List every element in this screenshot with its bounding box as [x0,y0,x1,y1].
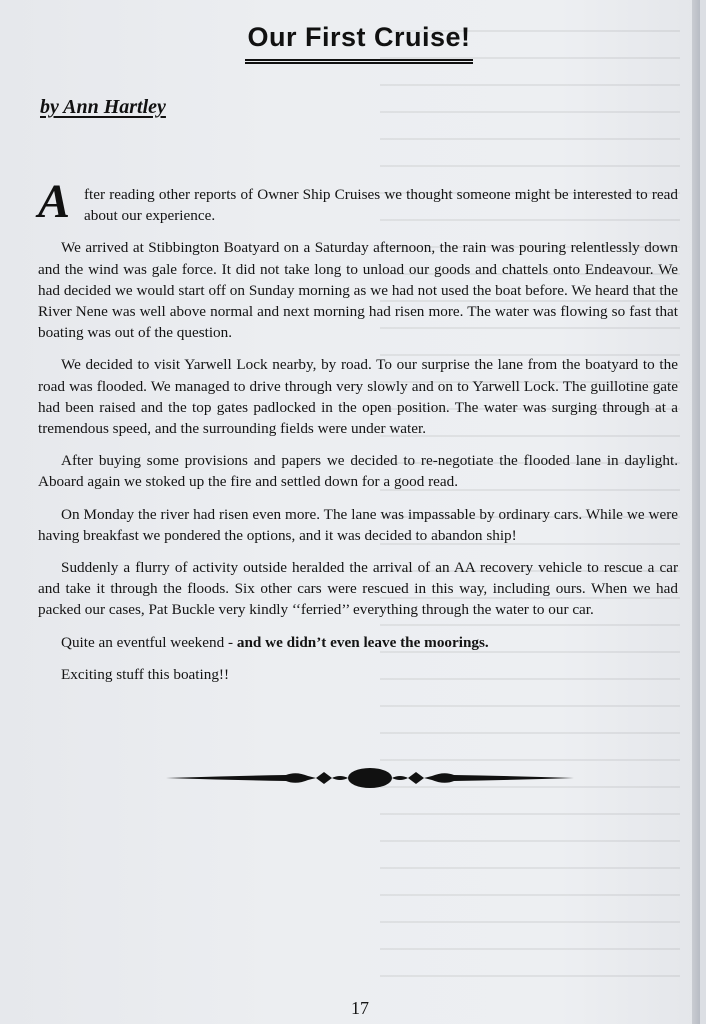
page-number: 17 [351,998,369,1018]
paragraph-closing: Exciting stuff this boating!! [61,665,230,683]
paragraph-rescue: Suddenly a flurry of activity outside heralded the arrival of an AA recovery vehicle to rescue a car and take it through the floods. Six other cars were rescued in this way, including ours. When we had packed our cases, Pat Buckle very kindly ‘‘ferried’’ everything through the water to our car. [38,559,678,619]
article-title: Our First Cruise! [245,22,472,64]
paragraph-arrival: We arrived at Stibbington Boatyard on a Saturday afternoon, the rain was pouring relentlessly down and the wind was gale force. It did not take long to unload our goods and chattels onto Endeavour. We had decided we would start off on Sunday morning as we had not used the boat before. We heard that the River Nene was well above normal and next morning had risen more. The water was flowing so fast that boating was out of the question. [38,239,678,342]
page-edge [692,0,700,1024]
eventful-bold-text: and we didn’t even leave the moorings. [236,633,489,651]
intro-text: fter reading other reports of Owner Ship Cruises we thought someone might be interested to read about our experience. [84,186,678,225]
decorative-divider-icon [166,765,574,791]
eventful-text: Quite an eventful weekend - [61,633,237,651]
paragraph-eventful [38,632,678,653]
author-byline: by Ann Hartley [40,96,166,118]
title-block [0,22,700,64]
paragraph-yarwell-lock: We decided to visit Yarwell Lock nearby, by road. To our surprise the lane from the boatyard to the road was flooded. We managed to drive through very slowly and on to Yarwell Lock. The guillotine gate had been raised and the top gates padlocked in the open position. The water was surging through at a tremendous speed, and the surrounding fields were under water. [38,356,678,438]
intro-paragraph [38,175,678,228]
paragraph-monday: On Monday the river had risen even more. The lane was impassable by ordinary cars. While we were having breakfast we pondered the options, and it was decided to abandon ship! [38,505,678,544]
article-body [38,175,678,696]
drop-cap: A [38,175,71,228]
paragraph-provisions: After buying some provisions and papers we decided to re-negotiate the flooded lane in daylight. Aboard again we stoked up the fire and settled down for a good read. [38,452,678,491]
